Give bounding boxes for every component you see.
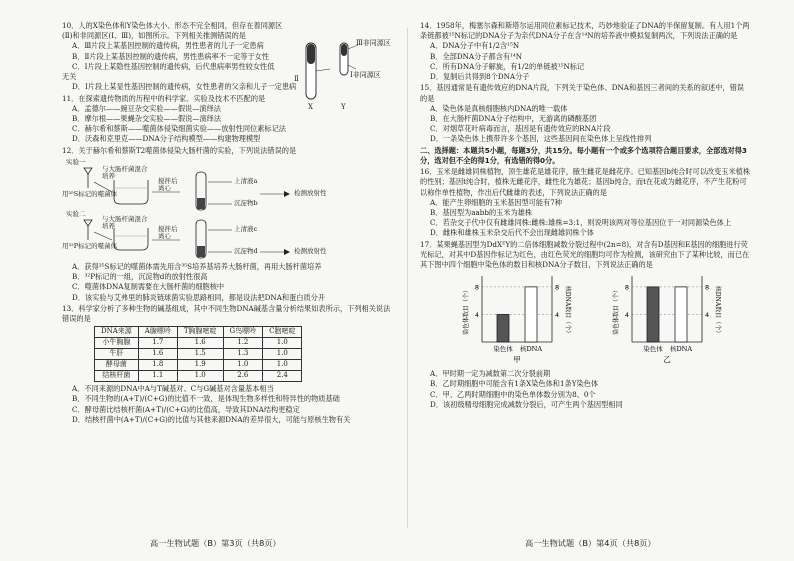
question-15-option-d: D．一条染色体上携带许多个基因，这些基因间在染色体上呈线性排列 xyxy=(430,134,652,144)
chart-tick-label-right: 4 xyxy=(555,311,560,320)
table-row xyxy=(95,349,302,360)
table-header-row xyxy=(95,327,302,338)
chart-category-label: 核DNA xyxy=(519,345,543,354)
dna-base-table xyxy=(94,326,302,382)
experiment-1-stir-label: 搅拌后离心 xyxy=(158,176,178,192)
table-cell: 1.5 xyxy=(177,349,223,360)
chart-y2-axis-label: 核DNA数目（个） xyxy=(564,286,571,337)
chart-category-label: 染色体 xyxy=(493,345,513,354)
region-i-label: Ⅰ非同源区 xyxy=(350,71,381,79)
question-12-option-c: C．噬菌体DNA复制需要在大肠杆菌的细胞核中 xyxy=(72,282,225,292)
chart-tick-label: 8 xyxy=(474,283,479,292)
question-16-stem: 16．玉米是雌雄同株植物，顶生雄花是雄花序，腋生雌花是雌花序。已知基因b纯合时可以改变玉米植株的性别；基因t纯合时，植株无雌花序，雌性化为雄花；基因b纯合，而t在花或为雌花序，不产生花粉可以称作单性植物，作出后代雌雄的表述，下列说法正确的是 xyxy=(420,167,751,197)
chart-category-label: 核DNA xyxy=(669,345,693,354)
question-13-option-b: B．不同生物的(A+T)/(C+G)的比值不一致，是体现生物多样性和特异性的物质基础 xyxy=(72,394,340,404)
table-cell: 牛肝 xyxy=(95,349,139,360)
question-10-option-b: B．Ⅱ片段上某基因控制的遗传病，男性患病率不一定等于女性 xyxy=(72,51,270,61)
experiment-2-stir-label: 搅拌后离心 xyxy=(158,224,178,240)
experiment-2-mix-label: 与大肠杆菌混合培养 xyxy=(102,214,148,230)
table-cell: 1.0 xyxy=(263,360,302,371)
question-13-stem: 13．科学家分析了多种生物的碱基组成，其中不同生物DNA碱基含量分析结果如表所示，下列相关说法错误的是 xyxy=(62,303,391,323)
table-cell: 2.6 xyxy=(223,371,263,382)
chart-category-label: 染色体 xyxy=(643,345,663,354)
question-15-stem: 15．基因通常是有遗传效应的DNA片段，下列关于染色体、DNA和基因三者间的关系的叙述中，错误的是 xyxy=(420,83,744,103)
left-page-footer: 高一生物试题（B）第3页（共8页） xyxy=(150,538,281,548)
table-cell: 酵母菌 xyxy=(95,360,139,371)
experiment-1-detect-label: 检测放射性 xyxy=(294,188,327,197)
phage-experiment-figure xyxy=(62,158,397,260)
chart-y-axis-label: 染色体数目（个） xyxy=(613,287,620,336)
experiment-2-label: 实验二 xyxy=(66,209,86,218)
region-ii-label: Ⅱ xyxy=(294,75,299,83)
question-17-option-d: D．该初级精母细胞完成减数分裂后，可产生两个基因型相同 xyxy=(430,399,623,409)
question-17-option-b: B．乙时期细胞中可能含有1条X染色体和1条Y染色体 xyxy=(430,379,599,389)
chart-y2-axis-label: 核DNA数目（个） xyxy=(714,286,721,337)
chromosome-dna-bar-charts xyxy=(420,272,750,367)
chart-title: 甲 xyxy=(513,355,521,365)
x-chromosome-region-shaded xyxy=(307,44,315,64)
chart-tick-label-right: 4 xyxy=(705,311,710,320)
table-row xyxy=(95,360,302,371)
question-14-option-b: B．全部DNA分子都含有¹⁴N xyxy=(430,51,523,61)
question-11-stem: 11．在探索遗传物质的历程中的科学家、实验及技术不匹配的是 xyxy=(62,93,266,103)
question-11-option-b: B．摩尔根——果蝇杂交实验——假说—演绎法 xyxy=(72,113,222,123)
question-15-option-c: C．对烟草花叶病毒而言，基因是有遗传效应的RNA片段 xyxy=(430,124,611,134)
question-10-option-a: A．Ⅲ片段上某基因控制的遗传病，男性患者的儿子一定患病 xyxy=(72,41,264,51)
question-17-option-c: C．甲、乙两时期细胞中的染色单体数分别为8、0个 xyxy=(430,389,596,399)
table-row xyxy=(95,338,302,349)
question-12 xyxy=(62,146,397,303)
question-13-option-c: C．酵母菌比结核杆菌(A+T)/(C+G)的比值高，导致其DNA结构更稳定 xyxy=(72,404,300,414)
chart-title: 乙 xyxy=(663,355,671,365)
question-12-stem: 12．关于赫尔希和蔡斯T2噬菌体侵染大肠杆菌的实验，下列说法错误的是 xyxy=(62,145,297,155)
question-13-option-d: D．结核杆菌中(A+T)/(C+G)的比值与其他来源DNA的差异很大，可能与原核生物有关 xyxy=(72,414,351,424)
experiment-1-supernatant-label: 上清液a xyxy=(234,176,258,185)
experiment-2-detect-label: 检测放射性 xyxy=(294,246,327,255)
table-cell: 1.2 xyxy=(223,338,263,349)
question-17-stem: 17．某果蝇基因型为DdXᴱY的二倍体细胞减数分裂过程中(2n=8)，对含有D基因和E基因的细胞进行荧光标记，对其中D基因作标记为红色，由红色荧光的细胞均可作为检测，该研究由下了某种比较，而已在其下图中四个细胞中染色体的数目和核DNA分子数目，下列说法正确的是 xyxy=(420,239,750,270)
chart-tick-label: 4 xyxy=(624,311,629,320)
question-14-stem: 14．1958年，梅塞尔森和斯塔尔运用同位素标记技术，巧妙地验证了DNA的半保留复制。有人用1个两条链都被¹⁵N标记的DNA分子为亲代DNA分子在含¹⁴N的培养液中模拟复制两次，下列说法正确的是 xyxy=(420,21,750,41)
question-16 xyxy=(420,167,750,239)
question-11-option-a: A．孟德尔——豌豆杂交实验——假说—演绎法 xyxy=(72,103,221,113)
question-13-option-a: A．不同来源的DNA中A与T碱基对、C与G碱基对含量基本相当 xyxy=(72,384,274,394)
table-row xyxy=(95,371,302,382)
table-cell: 1.0 xyxy=(263,338,302,349)
question-15-option-a: A．染色体是真核细胞核内DNA的唯一载体 xyxy=(430,103,568,113)
question-11-option-c: C．赫尔希和蔡斯——噬菌体侵染细菌实验——放射性同位素标记法 xyxy=(72,124,286,134)
table-cell: 1.0 xyxy=(177,371,223,382)
question-16-option-b: B．基因型为aabb的玉米为雄株 xyxy=(430,207,533,217)
question-14 xyxy=(420,21,750,82)
question-12-option-b: B．³²P标记的一组，沉淀物d的放射性很高 xyxy=(72,272,208,282)
right-page-footer: 高一生物试题（B）第4页（共8页） xyxy=(525,538,656,548)
chart-bar xyxy=(525,287,537,342)
table-cell: 1.8 xyxy=(138,360,177,371)
question-14-option-d: D．复制后共得到8个DNA分子 xyxy=(430,72,530,82)
y-chromosome-label: Y xyxy=(341,103,346,111)
question-17 xyxy=(420,240,750,411)
question-14-option-c: C．所有DNA分子解旋，有1/2的单链被¹⁵N标记 xyxy=(430,61,585,71)
x-chromosome-label: X xyxy=(308,103,313,111)
table-cell: 1.6 xyxy=(177,338,223,349)
column-divider xyxy=(407,28,408,528)
y-chromosome-region-shaded xyxy=(341,44,347,56)
region-iii-label: Ⅲ非同源区 xyxy=(356,39,391,47)
table-cell: 小牛胸腺 xyxy=(95,338,139,349)
table-cell: 1.9 xyxy=(177,360,223,371)
chart-tick-label: 8 xyxy=(624,283,629,292)
right-page-column xyxy=(420,20,750,410)
table-header-cell: DNA来源 xyxy=(95,327,139,338)
table-cell: 1.3 xyxy=(223,349,263,360)
question-15 xyxy=(420,83,750,144)
experiment-1-mix-label: 与大肠杆菌混合培养 xyxy=(102,164,148,180)
experiment-1-phage-label: 用³⁵S标记的噬菌体 xyxy=(62,189,118,198)
experiment-2-supernatant-label: 上清液c xyxy=(234,224,258,233)
question-12-option-d: D．该实验与艾弗里的肺炎链球菌实验思路相同，都是设法把DNA和蛋白质分开 xyxy=(72,292,326,302)
table-header-cell: C胞嘧啶 xyxy=(263,327,302,338)
table-cell: 1.6 xyxy=(138,349,177,360)
chart-bar xyxy=(675,287,687,342)
chart-bar xyxy=(647,287,659,342)
question-12-option-a: A．获得³⁵S标记的噬菌体需先用含³⁵S培养基培养大肠杆菌，再用大肠杆菌培养 xyxy=(72,261,322,271)
section-2-heading: 二、选择题：本题共5小题，每题3分，共15分。每小题有一个或多个选项符合题目要求，全部选对得3分，选对但不全的得1分，有选错的得0分。 xyxy=(420,145,747,165)
chart-y-axis-label: 染色体数目（个） xyxy=(463,287,470,336)
question-10-stem: 10．人的X染色体和Y染色体大小、形态不完全相同，但存在着同源区(Ⅱ)和非同源区(Ⅰ、Ⅲ)，如图所示。下列相关推测错误的是 xyxy=(62,21,283,41)
chart-tick-label-right: 8 xyxy=(705,283,710,292)
table-cell: 1.0 xyxy=(223,360,263,371)
chart-tick-label-right: 8 xyxy=(555,283,560,292)
question-16-option-a: A．能产生卵细胞的玉米基因型可能有7种 xyxy=(430,197,562,207)
bar-charts-svg xyxy=(420,272,750,367)
table-header-cell: T胸腺嘧啶 xyxy=(177,327,223,338)
table-cell: 1.7 xyxy=(138,338,177,349)
table-cell: 1.0 xyxy=(263,349,302,360)
question-16-option-c: C．若杂交子代中仅有雌雄同株:雌株:雄株=3:1，则说明该两对等位基因位于一对同源染色体上 xyxy=(430,218,732,228)
chart-tick-label: 4 xyxy=(474,311,479,320)
experiment-2-phage-label: 用³²P标记的噬菌体 xyxy=(62,241,118,250)
chart-bar xyxy=(497,315,509,343)
question-10-option-d: D．Ⅰ片段上某显性基因控制的遗传病，女性患者的父亲和儿子一定患病 xyxy=(72,82,297,92)
question-17-option-a: A．甲时期一定为减数第二次分裂前期 xyxy=(430,369,551,379)
question-10-option-c: C．Ⅰ片段上某隐性基因控制的遗传病，后代患病率男性较女性低 xyxy=(72,61,275,71)
experiment-2-sediment-label: 沉淀物d xyxy=(234,246,258,255)
experiment-1-label: 实验一 xyxy=(66,157,86,166)
question-11-option-d: D．沃森和克里克——DNA分子结构模型——构建物理模型 xyxy=(72,134,261,144)
table-cell: 1.1 xyxy=(138,371,177,382)
table-header-cell: G鸟嘌呤 xyxy=(223,327,263,338)
xy-chromosome-figure xyxy=(290,35,390,115)
question-15-option-b: B．在大肠杆菌DNA分子结构中，无游离的磷酸基团 xyxy=(430,113,597,123)
question-10-option-c-continued: 无关 xyxy=(62,72,77,82)
question-14-option-a: A．DNA分子中有1/2含¹⁵N xyxy=(430,41,520,51)
table-cell: 结核杆菌 xyxy=(95,371,139,382)
experiment-1-sediment-label: 沉淀物b xyxy=(234,198,258,207)
table-header-cell: A腺嘌呤 xyxy=(138,327,177,338)
table-cell: 2.4 xyxy=(263,371,302,382)
question-10 xyxy=(62,21,292,72)
question-13 xyxy=(62,304,397,425)
question-16-option-d: D．雌株和雄株玉米杂交后代不会出现雌雄同株个体 xyxy=(430,228,594,238)
